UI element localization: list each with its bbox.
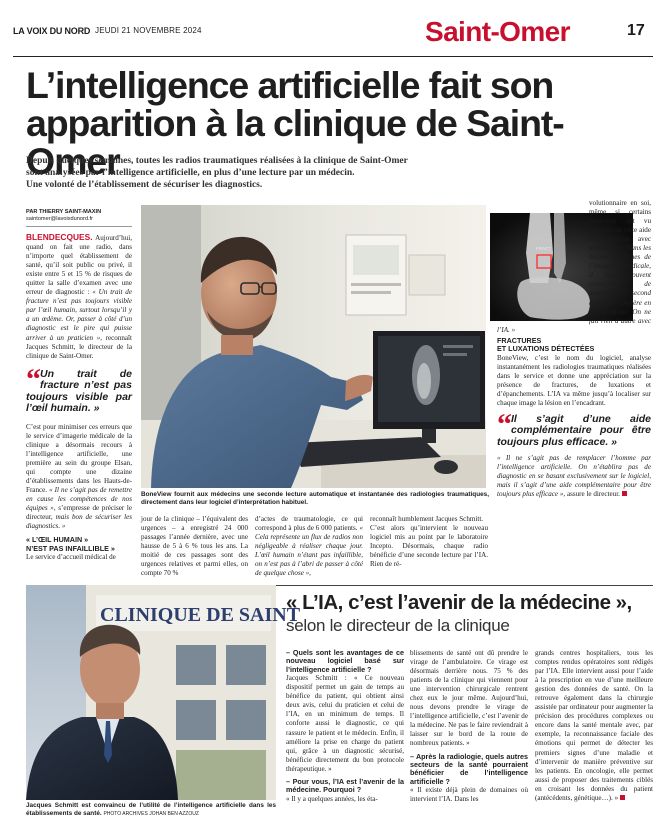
answer-3-text: grands centres hospitaliers, tous les comptes rendus opératoires sont rédigés par l’IA. Elle intervient aussi pour l’aide à la prescription en vue d’une meilleure gestion des données de santé. On la retrouve également dans la chirurgie assistée par ordinateur pour augmenter la précision des procédures complexes ou encore dans la santé mentale avec, par exemple, la reconnaissance faciale des émotions qui permet de détecter les premiers signes d’une maladie et d’intervenir de manière préventive sur les patients. En oncologie, elle permet aussi de proposer des traitements ciblés en croisant les données du patient (antécédents, génétique…). » — [535, 649, 653, 802]
section-title: Saint-Omer — [425, 16, 570, 47]
column-2 — [141, 515, 248, 585]
photo-director-illustration — [26, 585, 301, 800]
dateline: BLENDECQUES. — [26, 232, 93, 242]
interview-col-2 — [410, 649, 528, 824]
question-1: – Quels sont les avantages de ce nouveau logiciel basé sur l’intelligence artificielle ? — [286, 648, 404, 674]
caption-text: BoneView fournit aux médecins une seconde lecture automatique et instantanée des radiologies traumatiques, directement dans leur logiciel d’interprétation habituel. — [141, 491, 489, 506]
xray-label: FRACT — [536, 246, 551, 251]
pull-quote-1 — [26, 362, 132, 415]
col5-quote-text-2: « Il ne s’agit pas de remplacer l’homme par l’intelligence artificielle. On n’établira pas de diagnostic en se basant exclusivement sur le logiciel, mais il s’agit d’une aide complémentaire pour être toujours plus efficace », — [497, 454, 651, 499]
col3-text: d’actes de traumatologie, ce qui correspond à plus de 6 000 patients. — [255, 515, 363, 533]
question-3: – Après la radiologie, quels autres secteurs de la santé pourraient bénéficier de l’intelligence artificielle ? — [410, 751, 528, 786]
col4-text-b: C’est alors qu’intervient le nouveau logiciel mis au point par le laboratoire Incepto. Désormais, chaque radio bénéficie d’une seconde lecture par l’IA. Rien de ré- — [370, 524, 488, 569]
col5-quote-text: « Dans les bonnes pratiques de l’imagerie médicale, il était souvent conseillé de demander un second avis à un confrère en cas de doute. On ne fait rien d’autre avec l’IA. » — [497, 244, 651, 334]
lead-line1: Depuis quelques semaines, toutes les radios traumatiques réalisées à la clinique de Saint-Omer — [26, 156, 408, 166]
photo-doctor-illustration — [141, 205, 486, 488]
col5-text-a: volutionnaire en soi, même si certains praticiens ont vu l’arrivée de cette aide technologique avec méfiance : — [589, 199, 651, 253]
column-5 — [497, 199, 651, 581]
xray-float-space — [497, 199, 589, 321]
subhead-1 — [26, 536, 132, 553]
pull-quote-2 — [497, 407, 651, 449]
building-sign: CLINIQUE DE SAINT — [100, 604, 301, 626]
pull-quote-1-text: Un trait de fracture n’est pas toujours visible par l’œil humain. » — [26, 367, 132, 415]
answer-2: « Il y a quelques années, les éta- — [286, 794, 378, 803]
column-3 — [255, 515, 363, 585]
subhead-2-line1: FRACTURES — [497, 335, 542, 345]
interview-col-1 — [286, 649, 404, 824]
question-2: – Pour vous, l’IA est l’avenir de la médecine. Pourquoi ? — [286, 776, 404, 795]
col4-text-a: reconnaît humblement Jacques Schmitt. — [370, 515, 484, 523]
article2-headline: « L’IA, c’est l’avenir de la médecine », — [286, 591, 632, 614]
director-caption-text: Jacques Schmitt est convaincu de l’utilité de l’intelligence artificielle dans les établissements de santé. — [26, 802, 276, 817]
col1-quote-text: « Un trait de fracture n’est pas toujours visible par l’œil humain, surtout lorsqu’il y a un œdème. Or, passer à côté d’un diagnostic est le pire qui puisse arriver à un praticien », — [26, 288, 132, 342]
col5-paragraph-3 — [497, 454, 651, 499]
subhead-1-line1: « L’ŒIL HUMAIN » — [26, 535, 89, 545]
photo-credit: PHOTO ARCHIVES JOHAN BEN AZZOUZ — [103, 811, 199, 817]
col3-quote-text: « Cela représente un flux de radios non négligeable à réaliser chaque jour. L’œil humain n’étant pas infaillible, on n’est pas à l’abri de passer à côté de quelque chose », — [255, 524, 363, 578]
col1-text-d: s’empresse de préciser le directeur, — [26, 504, 133, 522]
end-mark-icon — [622, 491, 627, 496]
col1-quote-text-3: mais bon de sécuriser les diagnostics. » — [26, 513, 132, 531]
answer-2-continued: blissements de santé ont dû prendre le virage de l’ambulatoire. Ce virage est désormais derrière nous. 75 % des patients de la clinique qui viennent pour une intervention chirurgicale rentrent chez eux le jour même. Aujourd’hui, nous devons prendre le virage de l’intelligence artificielle, c’est l’avenir de la médecine. Ne pas le faire reviendrait à laisser sur le bord de la route de nombreux patients. » — [410, 649, 528, 748]
photo-director-caption — [26, 802, 276, 818]
quote-mark-icon: “ — [26, 362, 38, 396]
photo-director — [26, 585, 301, 800]
byline — [26, 209, 132, 223]
col5-text-b: BoneView, c’est le nom du logiciel, analyse instantanément les radiologies traumatiques réalisées dans le service et donne une appréciation sur la présence de fractures, de luxations et d’épanchements. L’IA va même jusqu’à localiser sur chaque image la lésion en l’encadrant. — [497, 353, 651, 407]
answer-3: « Il existe déjà plein de domaines où intervient l’IA. Dans les — [410, 786, 528, 804]
byline-rule — [26, 226, 132, 227]
article2-subtitle: selon le directeur de la clinique — [286, 616, 510, 635]
page-number: 17 — [627, 22, 645, 39]
col1-paragraph-3: Le service d’accueil médical de — [26, 553, 116, 562]
subhead-1-line2: N’EST PAS INFAILLIBLE » — [26, 543, 115, 553]
subhead-2-line2: ET LUXATIONS DÉTECTÉES — [497, 344, 595, 354]
headline-line2: apparition à la clinique de Saint-Omer — [26, 102, 564, 182]
quote-mark-icon-2: “ — [497, 407, 509, 441]
article2-title — [286, 591, 656, 637]
lead-line2: sont analysées par l’intelligence artificielle, en plus d’une lecture par un médecin. — [26, 168, 355, 179]
author: PAR THIERRY SAINT-MAXIN — [26, 209, 102, 215]
col1-quote-text-2: « Il ne s’agit pas de remettre en cause les compétences de nos équipes », — [26, 485, 132, 513]
col2-text: jour de la clinique – l’équivalent des urgences – a enregistré 24 000 passages l’année dernière, avec une hausse de 5 à 6 % tous les ans. La moitié de ces passages sont des urgences relatives et parmi elles, on compte 70 % — [141, 515, 248, 578]
issue-date: JEUDI 21 NOVEMBRE 2024 — [95, 26, 202, 35]
header-rule — [13, 56, 653, 57]
paper-name: LA VOIX DU NORD — [13, 26, 91, 36]
col1-paragraph-1 — [26, 233, 132, 361]
interview-col-3 — [535, 649, 653, 824]
column-4 — [370, 515, 488, 585]
lead-line3: Une volonté de l’établissement de sécuriser les diagnostics. — [26, 180, 263, 191]
end-mark-icon-2 — [620, 795, 625, 800]
newspaper-header — [13, 16, 653, 54]
col1-text-b: reconnaît Jacques Schmitt, le directeur de la clinique de Saint-Omer. — [26, 333, 132, 360]
col1-text-c: C’est pour minimiser ces erreurs que le service d’imagerie médicale de la clinique a désormais recours à l’intelligence artificielle, une première au sein du groupe Elsan, qui compte une dizaine d’établissements dans les Hauts-de-France. — [26, 422, 132, 494]
col3-paragraph — [255, 515, 363, 578]
photo-doctor — [141, 205, 486, 488]
subhead-2 — [497, 337, 651, 354]
lead-paragraph — [26, 155, 626, 192]
col5-text-end: assure le directeur. — [566, 490, 620, 499]
col1-paragraph-2 — [26, 423, 132, 532]
answer-1: Jacques Schmitt : « Ce nouveau dispositif permet un gain de temps au bénéfice du patient, qui obtient ainsi deux avis, celui du praticien et celui de l’IA, en un minimum de temps. Il conforte aussi le diagnostic, ce qui rassure le patient et le médecin. Enfin, il améliore la prise en charge du patient qui, grâce à un diagnostic sécurisé, bénéficie directement du bon protocole thérapeutique. » — [286, 674, 404, 773]
photo-doctor-caption — [141, 491, 489, 507]
headline-line1: L’intelligence artificielle fait son — [26, 64, 554, 106]
answer-3-continued — [535, 649, 653, 803]
pull-quote-2-text: Il s’agit d’une aide complémentaire pour être toujours plus efficace. » — [497, 412, 651, 448]
author-email[interactable]: saintomer@lavoixdunord.fr — [26, 216, 93, 222]
col1-text-a: Aujourd’hui, quand on fait une radio, dans n’importe quel établissement de santé, qu’il soit public ou privé, il existe entre 5 et 15 % de risques de quitter la salle d’examen avec une erreur de diagnostic : — [26, 234, 132, 297]
